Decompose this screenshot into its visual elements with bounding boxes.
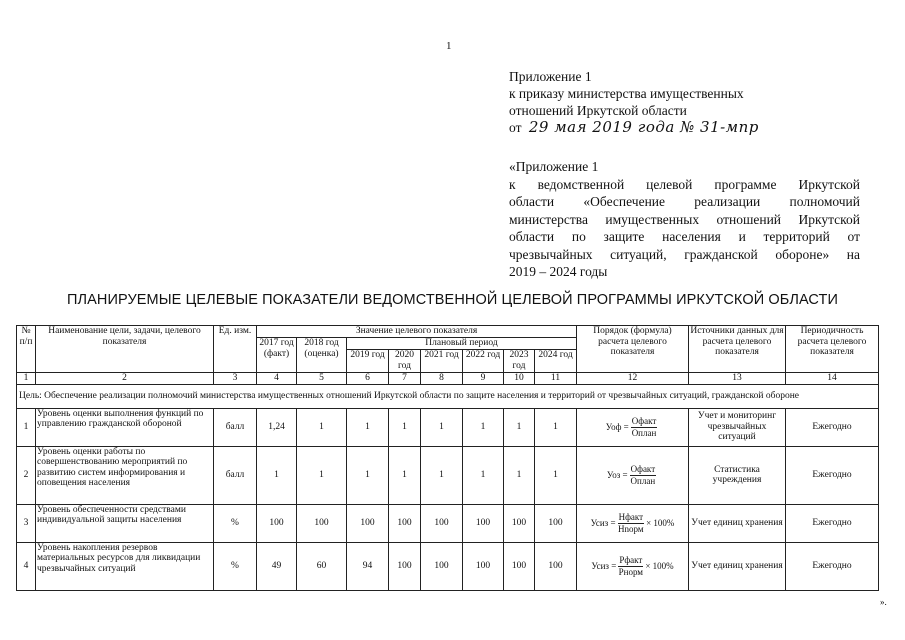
appendix-program-line: 2019 – 2024 годы bbox=[509, 264, 608, 279]
row-formula: Уоз = $\frac{\text{Офакт}}{\text{Оплан}}$ bbox=[577, 446, 689, 504]
col-number: 12 bbox=[577, 373, 689, 385]
value-2020: 100 bbox=[389, 542, 421, 590]
header-2024: 2024 год bbox=[535, 350, 577, 373]
formula-lhs: Усиз bbox=[591, 560, 609, 571]
value-2018: 100 bbox=[297, 504, 347, 542]
formula-numerator: Офакт bbox=[631, 416, 657, 426]
row-period: Ежегодно bbox=[786, 446, 879, 504]
value-2019: 94 bbox=[347, 542, 389, 590]
value-2024: 100 bbox=[535, 504, 577, 542]
row-period: Ежегодно bbox=[786, 504, 879, 542]
page-number: 1 bbox=[446, 40, 452, 52]
value-2017: 100 bbox=[257, 504, 297, 542]
value-2019: 1 bbox=[347, 408, 389, 446]
document-title: ПЛАНИРУЕМЫЕ ЦЕЛЕВЫЕ ПОКАЗАТЕЛИ ВЕДОМСТВЕННОЙ ЦЕЛЕВОЙ ПРОГРАММЫ ИРКУТСКОЙ ОБЛАСТИ bbox=[67, 292, 838, 308]
row-source: Учет единиц хранения bbox=[689, 504, 786, 542]
col-number: 10 bbox=[504, 373, 535, 385]
formula-lhs: Усиз bbox=[590, 517, 609, 528]
formula-numerator: Рфакт bbox=[619, 555, 643, 565]
value-2023: 100 bbox=[504, 542, 535, 590]
handwritten-date-signature: 29 мая 2019 года № 31-мпр bbox=[528, 118, 759, 136]
value-2024: 1 bbox=[535, 446, 577, 504]
header-2018: 2018 год (оценка) bbox=[297, 338, 347, 373]
appendix-order-line1: Приложение 1 bbox=[509, 69, 592, 84]
row-name: Уровень оценки работы по совершенствованию мероприятий по развитию систем информирования и оповещения населения bbox=[36, 446, 214, 504]
header-unit: Ед. изм. bbox=[214, 326, 257, 373]
appendix-program-block bbox=[509, 158, 860, 281]
value-2021: 100 bbox=[421, 542, 463, 590]
date-prefix: от bbox=[509, 120, 522, 135]
goal-row: Цель: Обеспечение реализации полномочий министерства имущественных отношений Иркутской области по защите населения и территорий от чрезвычайных ситуаций, гражданской обороне bbox=[17, 384, 879, 408]
col-number: 2 bbox=[36, 373, 214, 385]
header-name: Наименование цели, задачи, целевого показателя bbox=[36, 326, 214, 373]
row-formula: Усиз = $\frac{\text{Нфакт}}{\text{Нnорм}}$ × 100% bbox=[577, 504, 689, 542]
value-2018: 60 bbox=[297, 542, 347, 590]
value-2021: 100 bbox=[421, 504, 463, 542]
value-2022: 1 bbox=[463, 408, 504, 446]
value-2021: 1 bbox=[421, 408, 463, 446]
row-source: Статистика учреждения bbox=[689, 446, 786, 504]
value-2021: 1 bbox=[421, 446, 463, 504]
header-2019: 2019 год bbox=[347, 350, 389, 373]
header-period: Периодичность расчета целевого показателя bbox=[786, 326, 879, 373]
formula-numerator: Нфакт bbox=[618, 512, 644, 522]
col-number: 5 bbox=[297, 373, 347, 385]
appendix-order-line3: отношений Иркутской области bbox=[509, 103, 687, 118]
header-formula: Порядок (формула) расчета целевого показателя bbox=[577, 326, 689, 373]
formula-suffix: × 100% bbox=[646, 517, 675, 528]
header-num: № п/п bbox=[17, 326, 36, 373]
value-2020: 1 bbox=[389, 408, 421, 446]
value-2022: 100 bbox=[463, 504, 504, 542]
col-number: 14 bbox=[786, 373, 879, 385]
value-2017: 1 bbox=[257, 446, 297, 504]
header-2020: 2020 год bbox=[389, 350, 421, 373]
appendix-program-line: области «Обеспечение реализации полномочий bbox=[509, 194, 860, 209]
row-name: Уровень оценки выполнения функций по управлению гражданской обороной bbox=[36, 408, 214, 446]
formula-lhs: Уоф bbox=[605, 421, 622, 432]
col-number: 4 bbox=[257, 373, 297, 385]
appendix-program-line: «Приложение 1 bbox=[509, 159, 599, 174]
appendix-program-line: области по защите населения и территорий от bbox=[509, 229, 860, 244]
indicators-table bbox=[16, 325, 879, 591]
col-number: 6 bbox=[347, 373, 389, 385]
value-2019: 1 bbox=[347, 446, 389, 504]
col-number: 9 bbox=[463, 373, 504, 385]
value-2023: 100 bbox=[504, 504, 535, 542]
row-source: Учет и мониторинг чрезвычайных ситуаций bbox=[689, 408, 786, 446]
col-number: 13 bbox=[689, 373, 786, 385]
value-2020: 1 bbox=[389, 446, 421, 504]
row-unit: балл bbox=[214, 408, 257, 446]
row-num: 3 bbox=[17, 504, 36, 542]
value-2019: 100 bbox=[347, 504, 389, 542]
row-num: 1 bbox=[17, 408, 36, 446]
col-number: 8 bbox=[421, 373, 463, 385]
value-2018: 1 bbox=[297, 446, 347, 504]
row-unit: балл bbox=[214, 446, 257, 504]
closing-quote-mark: ». bbox=[880, 597, 887, 607]
value-2023: 1 bbox=[504, 408, 535, 446]
row-unit: % bbox=[214, 542, 257, 590]
value-2018: 1 bbox=[297, 408, 347, 446]
row-formula: Уоф = $\frac{\text{Офакт}}{\text{Оплан}}$ bbox=[577, 408, 689, 446]
row-num: 4 bbox=[17, 542, 36, 590]
row-period: Ежегодно bbox=[786, 408, 879, 446]
row-source: Учет единиц хранения bbox=[689, 542, 786, 590]
formula-suffix: × 100% bbox=[645, 560, 674, 571]
appendix-order-block bbox=[509, 68, 859, 136]
row-formula: Усиз = $\frac{\text{Рфакт}}{\text{Рнорм}}$ × 100% bbox=[577, 542, 689, 590]
value-2022: 1 bbox=[463, 446, 504, 504]
row-period: Ежегодно bbox=[786, 542, 879, 590]
value-2017: 1,24 bbox=[257, 408, 297, 446]
appendix-order-line2: к приказу министерства имущественных bbox=[509, 86, 744, 101]
row-unit: % bbox=[214, 504, 257, 542]
value-2024: 100 bbox=[535, 542, 577, 590]
row-name: Уровень обеспеченности средствами индивидуальной защиты населения bbox=[36, 504, 214, 542]
value-2022: 100 bbox=[463, 542, 504, 590]
value-2020: 100 bbox=[389, 504, 421, 542]
value-2024: 1 bbox=[535, 408, 577, 446]
header-planned: Плановый период bbox=[347, 338, 577, 350]
formula-numerator: Офакт bbox=[630, 464, 656, 474]
col-number: 3 bbox=[214, 373, 257, 385]
header-value-group: Значение целевого показателя bbox=[257, 326, 577, 338]
formula-denominator: Нnорм bbox=[618, 523, 644, 534]
col-number: 7 bbox=[389, 373, 421, 385]
value-2023: 1 bbox=[504, 446, 535, 504]
appendix-order-date-line bbox=[509, 119, 859, 136]
formula-denominator: Рнорм bbox=[618, 566, 644, 577]
appendix-program-line: чрезвычайных ситуаций, гражданской обороне» на bbox=[509, 246, 860, 262]
formula-lhs: Уоз bbox=[606, 469, 621, 480]
header-2017: 2017 год (факт) bbox=[257, 338, 297, 373]
col-number: 11 bbox=[535, 373, 577, 385]
value-2017: 49 bbox=[257, 542, 297, 590]
appendix-program-line: министерства имущественных отношений Иркутской bbox=[509, 211, 860, 227]
row-num: 2 bbox=[17, 446, 36, 504]
formula-denominator: Оплан bbox=[631, 427, 657, 438]
col-number: 1 bbox=[17, 373, 36, 385]
header-2022: 2022 год bbox=[463, 350, 504, 373]
header-source: Источники данных для расчета целевого показателя bbox=[689, 326, 786, 373]
appendix-program-line: к ведомственной целевой программе Иркутской bbox=[509, 176, 860, 192]
row-name: Уровень накопления резервов материальных ресурсов для ликвидации чрезвычайных ситуаций bbox=[36, 542, 214, 590]
header-2023: 2023 год bbox=[504, 350, 535, 373]
formula-denominator: Оплан bbox=[630, 475, 656, 486]
header-2021: 2021 год bbox=[421, 350, 463, 373]
